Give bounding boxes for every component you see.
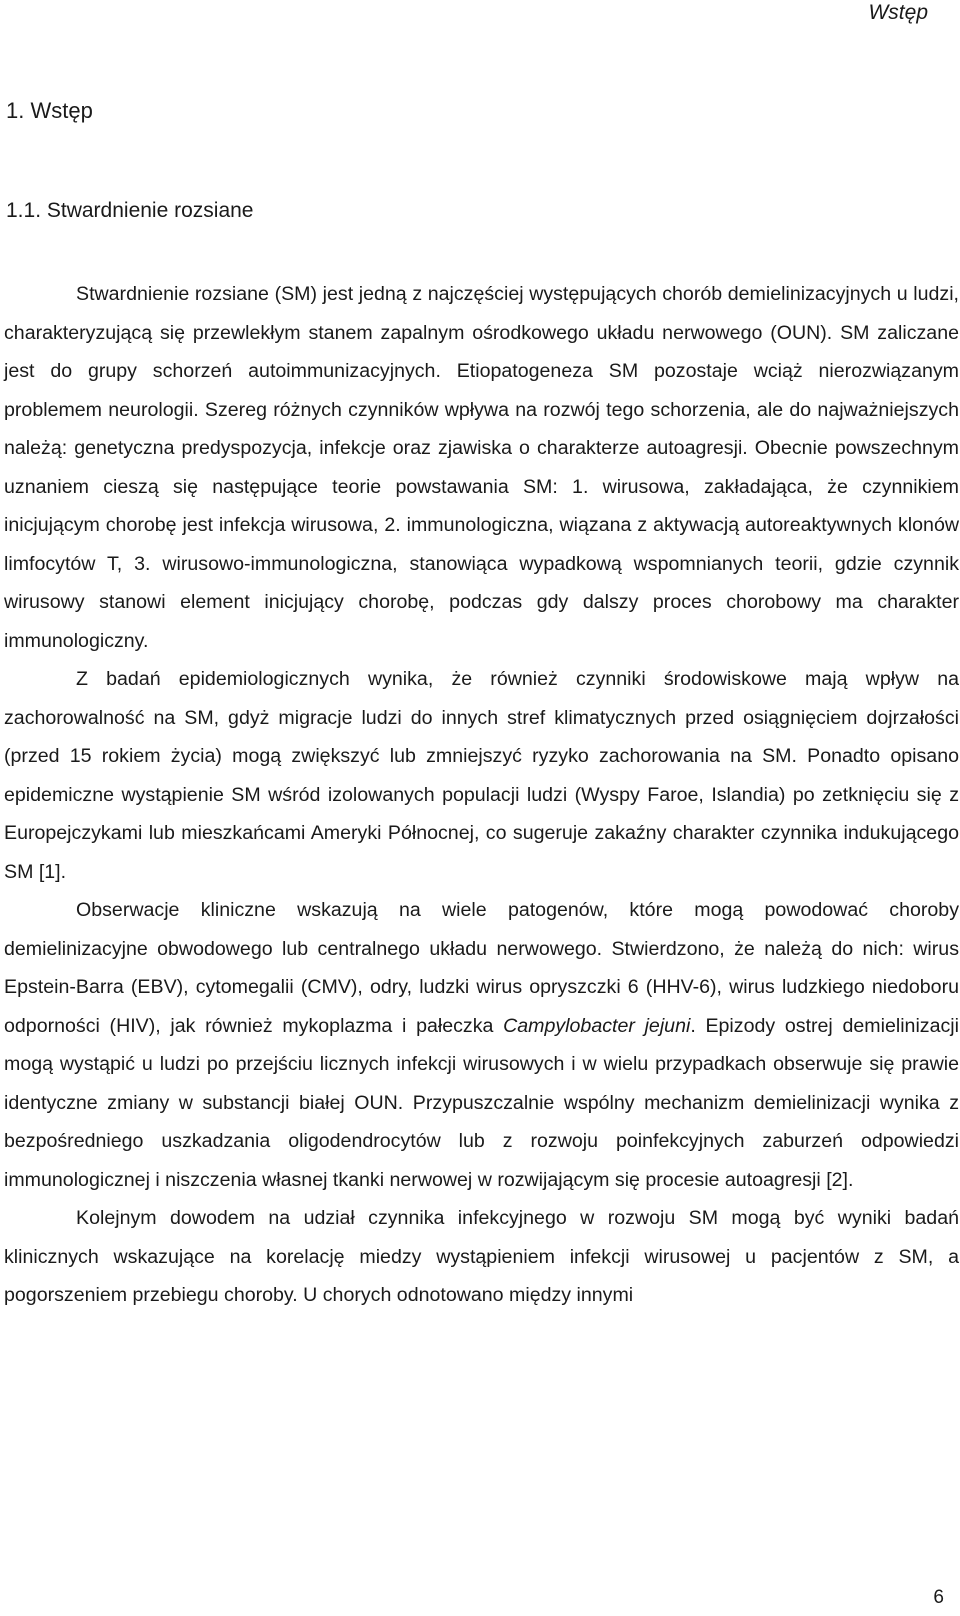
paragraph-3 [4,891,959,1199]
page-number: 6 [933,1587,944,1608]
body-text [4,275,959,1315]
paragraph-3-text-a: Obserwacje kliniczne wskazują na wiele patogenów, które mogą powodować choroby demielinizacyjne obwodowego lub centralnego układu nerwowego. Stwierdzono, że należą do nich: wirus Epstein-Barra (EBV), cytomegalii (CMV), odry, ludzki wirus opryszczki 6 (HHV-6), wirus ludzkiego niedoboru odporności (HIV), jak również mykoplazma i pałeczka [4,899,959,1037]
species-name: Campylobacter jejuni [503,1014,691,1037]
chapter-title: 1. Wstęp [6,98,93,123]
paragraph-3-text-b: . Epizody ostrej demielinizacji mogą wystąpić u ludzi po przejściu licznych infekcji wirusowych i w wielu przypadkach obserwuje się prawie identyczne zmiany w substancji białej OUN. Przypuszczalnie wspólny mechanizm demielinizacji wynika z bezpośredniego uszkadzania oligodendrocytów lub z rozwoju poinfekcyjnych zaburzeń odpowiedzi immunologicznej i niszczenia własnej tkanki nerwowej w rozwijającym się procesie autoagresji [2]. [4,1014,959,1191]
paragraph-1: Stwardnienie rozsiane (SM) jest jedną z najczęściej występujących chorób demielinizacyjnych u ludzi, charakteryzującą się przewlekłym stanem zapalnym ośrodkowego układu nerwowego (OUN). SM zaliczane jest do grupy schorzeń autoimmunizacyjnych. Etiopatogeneza SM pozostaje wciąż nierozwiązanym problemem neurologii. Szereg różnych czynników wpływa na rozwój tego schorzenia, ale do najważniejszych należą: genetyczna predyspozycja, infekcje oraz zjawiska o charakterze autoagresji. Obecnie powszechnym uznaniem cieszą się następujące teorie powstawania SM: 1. wirusowa, zakładająca, że czynnikiem inicjującym chorobę jest infekcja wirusowa, 2. immunologiczna, wiązana z aktywacją autoreaktywnych klonów limfocytów T, 3. wirusowo-immunologiczna, stanowiąca wypadkową wspomnianych teorii, gdzie czynnik wirusowy stanowi element inicjujący chorobę, podczas gdy dalszy proces chorobowy ma charakter immunologiczny. [4,283,959,652]
paragraph-4: Kolejnym dowodem na udział czynnika infekcyjnego w rozwoju SM mogą być wyniki badań klinicznych wskazujące na korelację miedzy wystąpieniem infekcji wirusowej u pacjentów z SM, a pogorszeniem przebiegu choroby. U chorych odnotowano między innymi [4,1207,959,1306]
section-title: 1.1. Stwardnienie rozsiane [6,199,254,222]
running-header: Wstęp [868,1,928,24]
paragraph-2: Z badań epidemiologicznych wynika, że również czynniki środowiskowe mają wpływ na zachorowalność na SM, gdyż migracje ludzi do innych stref klimatycznych przed osiągnięciem dojrzałości (przed 15 rokiem życia) mogą zwiększyć lub zmniejszyć ryzyko zachorowania na SM. Ponadto opisano epidemiczne wystąpienie SM wśród izolowanych populacji ludzi (Wyspy Faroe, Islandia) po zetknięciu się z Europejczykami lub mieszkańcami Ameryki Północnej, co sugeruje zakaźny charakter czynnika indukującego SM [1]. [4,668,959,883]
